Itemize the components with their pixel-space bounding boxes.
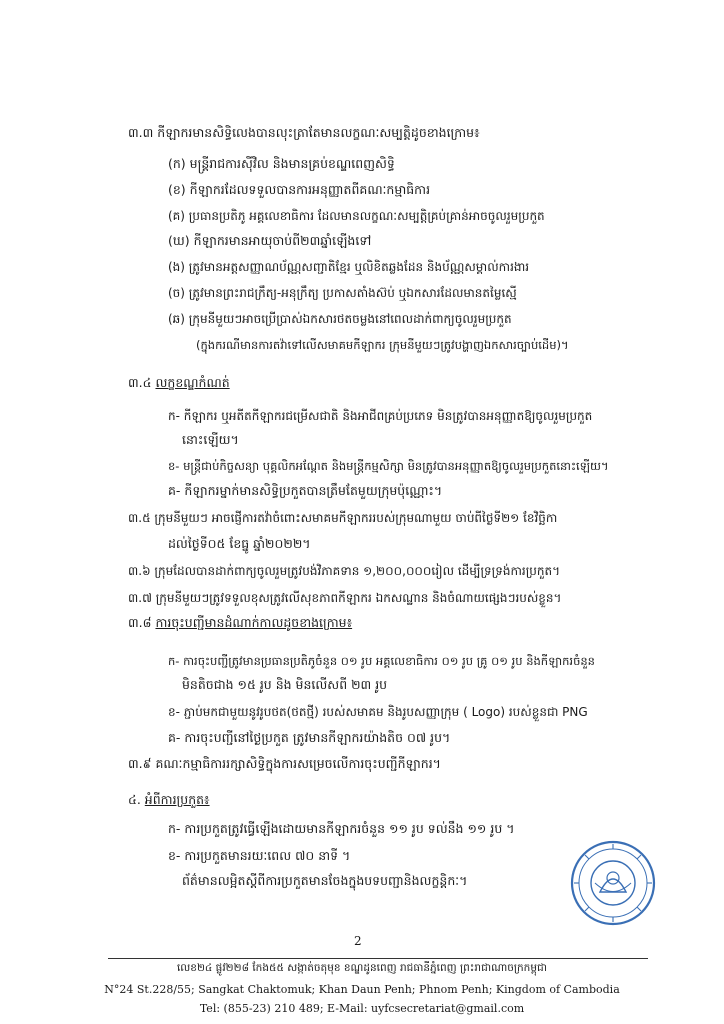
- item-3-3-b: (ខ) កីឡាករដែលទទួលបានការអនុញ្ញាតពីគណៈកម្មាធិការ: [168, 182, 431, 197]
- item-3-4-a-cont: នោះឡើយ។: [182, 432, 239, 447]
- item-3-8-a: ក- ការចុះបញ្ជីត្រូវមានប្រធានប្រតិភូចំនួន ០១ រូប អគ្គលេខាធិការ ០១ រូប គ្រូ ០១ រូប និងកីឡាករចំនួន: [168, 654, 595, 668]
- item-3-3-d: (ឃ) កីឡាករមានអាយុចាប់ពី២៣ឆ្នាំឡើងទៅ: [168, 233, 372, 248]
- section-number: ៤.: [128, 792, 145, 807]
- section-4-heading: អំពីការប្រកួត៖: [144, 792, 210, 807]
- item-3-3-g-note: (ក្នុងករណីមានការតវ៉ាទៅលើសមាគមកីឡាករ ក្រុមនីមួយៗត្រូវបង្ហាញឯកសារច្បាប់ដើម)។: [196, 338, 569, 352]
- item-3-4-a: ក- កីឡាករ ឬអតីតកីឡាករជម្រើសជាតិ និងអាជីពគ្រប់ប្រភេទ មិនត្រូវបានអនុញ្ញាតឱ្យចូលរួមប្រកួត: [168, 409, 593, 423]
- item-3-4-b: ខ- មន្ត្រីជាប់កិច្ចសន្យា បុគ្គលិកអណ្តែត និងមន្ត្រីកម្មសិក្សា មិនត្រូវបានអនុញ្ញាតឱ្យចូលរួមប្រកួតនោះឡើយ។: [168, 459, 609, 473]
- section-number: ៣.៨: [128, 615, 156, 630]
- footer-divider: [108, 958, 648, 959]
- page-number: 2: [354, 934, 362, 948]
- section-3-9: ៣.៩ គណៈកម្មាធិការរក្សាសិទ្ធិក្នុងការសម្រេចលើការចុះបញ្ជីកីឡាករ។: [128, 756, 441, 771]
- item-4-c: ព័ត៌មានលម្អិតស្ដីពីការប្រកួតមានចែងក្នុងបទបញ្ជានិងលក្ខន្តិកៈ។: [182, 873, 468, 888]
- organization-seal: [570, 840, 656, 926]
- item-3-8-c: គ- ការចុះបញ្ជីនៅថ្ងៃប្រកួត ត្រូវមានកីឡាករយ៉ាងតិច ០៧ រូប។: [168, 730, 451, 745]
- section-3-4-heading: លក្ខខណ្ឌកំណត់: [155, 375, 230, 390]
- section-3-8-heading: ការចុះបញ្ជីមានដំណាក់កាលដូចខាងក្រោម៖: [155, 615, 353, 630]
- section-3-6: ៣.៦ ក្រុមដែលបានដាក់ពាក្យចូលរួមត្រូវបង់វិភាគទាន ១,២០០,០០០រៀល ដើម្បីទ្រទ្រង់ការប្រកួត។: [128, 564, 561, 578]
- item-4-b: ខ- ការប្រកួតមានរយៈពេល ៧០ នាទី ។: [168, 848, 351, 863]
- section-number: ៣.៤: [128, 375, 156, 390]
- item-3-3-f: (ច) ត្រូវមានព្រះរាជក្រឹត្យ-អនុក្រឹត្យ ប្រកាសតាំងស៊ប់ ឬឯកសារដែលមានតម្លៃស្មើ: [168, 286, 517, 300]
- section-3-5: ៣.៥ ក្រុមនីមួយៗ អាចផ្ញើការតវ៉ាចំពោះសមាគមកីឡាកររបស់ក្រុមណាមួយ ចាប់ពីថ្ងៃទី២១ ខែវិច្ឆិកា: [128, 511, 558, 525]
- section-3-7: ៣.៧ ក្រុមនីមួយៗត្រូវទទួលខុសត្រូវលើសុខភាពកីឡាករ ឯកសណ្ឋាន និងចំណាយផ្សេងៗរបស់ខ្លួន។: [128, 591, 562, 605]
- footer-address-khmer: លេខ២៤ ផ្លូវ២២៨ កែង៥៥ សង្កាត់ចតុមុខ ខណ្ឌដូនពេញ រាជធានីភ្នំពេញ ព្រះរាជាណាចក្រកម្ពុជា: [176, 962, 548, 974]
- item-3-3-a: (ក) មន្ត្រីរាជការស៊ីវិល និងមានគ្រប់ខណ្ឌពេញសិទ្ធិ: [168, 156, 395, 171]
- item-3-3-g: (ឆ) ក្រុមនីមួយៗអាចប្រើប្រាស់ឯកសារថតចម្លងនៅពេលដាក់ពាក្យចូលរួមប្រកួត: [168, 312, 512, 326]
- section-3-4: [128, 374, 230, 392]
- item-3-3-e: (ង) ត្រូវមានអត្តសញ្ញាណប័ណ្ណសញ្ជាតិខ្មែរ ឬលិខិតឆ្លងដែន និងប័ណ្ណសម្គាល់ការងារ: [168, 260, 530, 274]
- item-3-8-a-cont: មិនតិចជាង ១៥ រូប និង មិនលើសពី ២៣ រូប: [182, 677, 388, 692]
- item-4-a: ក- ការប្រកួតត្រូវធ្វើឡើងដោយមានកីឡាករចំនួន ១១ រូប ទល់នឹង ១១ រូប ។: [168, 821, 515, 836]
- footer-contact: Tel: (855-23) 210 489; E-Mail: uyfcsecretariat@gmail.com: [199, 1002, 525, 1015]
- section-4: [128, 791, 210, 809]
- section-3-8: [128, 614, 352, 632]
- section-3-5-cont: ដល់ថ្ងៃទី០៥ ខែធ្នូ ឆ្នាំ២០២២។: [168, 536, 311, 551]
- footer-address-english: N°24 St.228/55; Sangkat Chaktomuk; Khan Daun Penh; Phnom Penh; Kingdom of Cambodia: [104, 983, 620, 996]
- item-3-8-b: ខ- ភ្ជាប់មកជាមួយនូវរូបថត(ថតថ្មី) របស់សមាគម និងរូបសញ្ញាក្រុម ( Logo) របស់ខ្លួនជា PNG: [168, 705, 588, 719]
- section-3-3: ៣.៣ កីឡាករមានសិទ្ធិលេងបានលុះត្រាតែមានលក្ខណៈសម្បត្តិដូចខាងក្រោម៖: [128, 125, 480, 140]
- item-3-4-c: គ- កីឡាករម្នាក់មានសិទ្ធិប្រកួតបានត្រឹមតែមួយក្រុមប៉ុណ្ណោះ។: [168, 483, 443, 498]
- item-3-3-c: (គ) ប្រធានប្រតិភូ អគ្គលេខាធិការ ដែលមានលក្ខណៈសម្បត្តិគ្រប់គ្រាន់អាចចូលរួមប្រកួត: [168, 209, 545, 223]
